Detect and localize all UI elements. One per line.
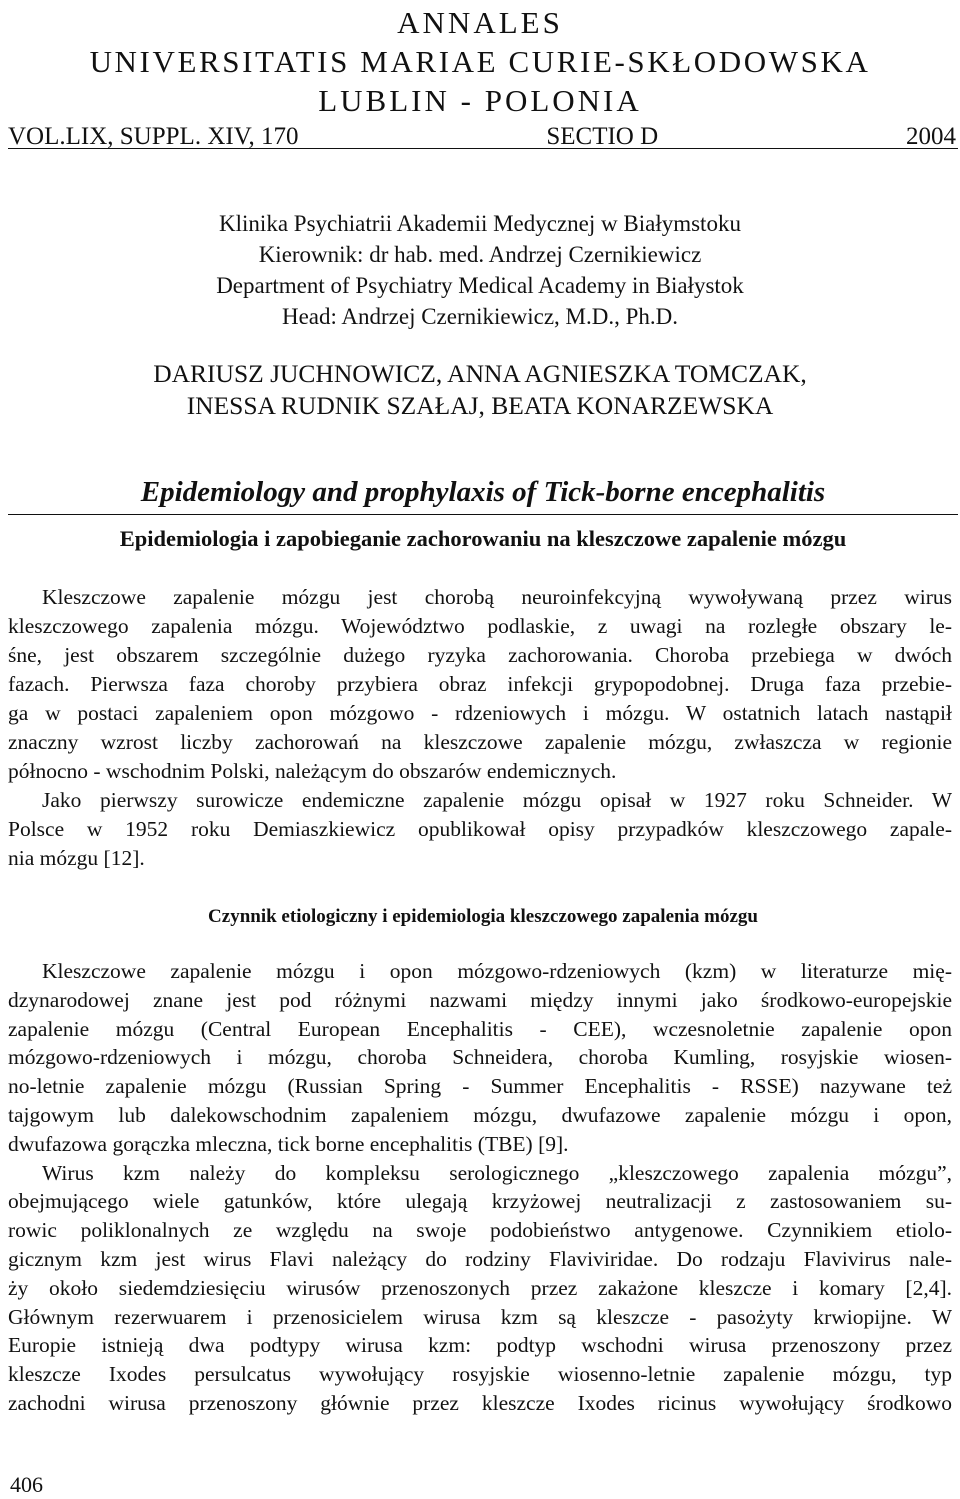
- institution-line: Head: Andrzej Czernikiewicz, M.D., Ph.D.: [281, 304, 678, 329]
- page-number: 406: [10, 1472, 43, 1497]
- abstract-line: ga w postaci zapaleniem opon mózgowo - rdzeniowych i mózgu. W ostatnich latach nastąpił: [8, 701, 952, 725]
- institution-block: [0, 208, 960, 332]
- body-line: rowic poliklonalnych ze względu na swoje podobieństwo antygenowe. Czynnikiem etiolo-: [8, 1218, 952, 1243]
- authors-block: [0, 358, 960, 422]
- abstract-line: śne, jest obszarem szczególnie dużego ryzyka zachorowania. Choroba przebiega w dwóch: [8, 643, 952, 667]
- journal-name: ANNALES: [397, 5, 563, 40]
- journal-location: LUBLIN - POLONIA: [318, 83, 642, 118]
- body-line: dwufazowa gorączka mleczna, tick borne encephalitis (TBE) [9].: [8, 1131, 569, 1156]
- body-line: no-letnie zapalenie mózgu (Russian Spring - Summer Encephalitis - RSSE) nazywane też: [8, 1074, 952, 1099]
- body-line: mózgowo-rdzeniowych i mózgu, choroba Schneidera, choroba Kumling, rosyjskie wiosen-: [8, 1045, 952, 1070]
- polish-title: Epidemiologia i zapobieganie zachorowaniu na kleszczowe zapalenie mózgu: [119, 526, 847, 551]
- english-title: Epidemiology and prophylaxis of Tick-borne encephalitis: [140, 476, 826, 508]
- abstract-block: [8, 583, 952, 873]
- body-line: gicznym kzm jest wirus Flavi należący do rodziny Flaviviridae. Do rodzaju Flavivirus nale-: [8, 1246, 952, 1271]
- section-body: [8, 957, 952, 1418]
- abstract-line: Polsce w 1952 roku Demiaszkiewicz opublikował opisy przypadków kleszczowego zapale-: [8, 817, 952, 841]
- abstract-line: kleszczowego zapalenia mózgu. Województwo podlaskie, z uwagi na rozległe obszary le-: [8, 614, 952, 638]
- authors-line: INESSA RUDNIK SZAŁAJ, BEATA KONARZEWSKA: [186, 391, 774, 420]
- body-line: Wirus kzm należy do kompleksu serologicznego „kleszczowego zapalenia mózgu”,: [42, 1160, 952, 1185]
- section-label: SECTIO D: [546, 123, 659, 150]
- abstract-line: Jako pierwszy surowicze endemiczne zapalenie mózgu opisał w 1927 roku Schneider. W: [42, 788, 952, 812]
- abstract-line: nia mózgu [12].: [8, 846, 145, 870]
- body-line: kleszcze Ixodes persulcatus wywołujący rosyjskie wiosenno-letnie zapalenie mózgu, typ: [8, 1362, 952, 1387]
- institution-line: Klinika Psychiatrii Akademii Medycznej w Białymstoku: [219, 211, 741, 236]
- section-heading: Czynnik etiologiczny i epidemiologia kleszczowego zapalenia mózgu: [208, 906, 758, 927]
- body-line: ży około siedemdziesięciu wirusów przenoszonych przez zakażone kleszcze i komary [2,4].: [8, 1275, 952, 1300]
- title-rule: [8, 514, 958, 515]
- abstract-line: Kleszczowe zapalenie mózgu jest chorobą neuroinfekcyjną wywoływaną przez wirus: [42, 585, 952, 609]
- body-line: tajgowym lub dalekowschodnim zapaleniem mózgu, dwufazowe zapalenie mózgu i opon,: [8, 1102, 952, 1127]
- body-line: Głównym rezerwuarem i przenosicielem wirusa kzm są kleszcze - pasożyty krwiopijne. W: [8, 1304, 952, 1329]
- body-line: Europie istnieją dwa podtypy wirusa kzm: podtyp wschodni wirusa przenoszony przez: [8, 1333, 952, 1358]
- volume-info: VOL.LIX, SUPPL. XIV, 170: [8, 123, 299, 150]
- body-line: Kleszczowe zapalenie mózgu i opon mózgowo-rdzeniowych (kzm) w literaturze mię-: [42, 959, 952, 983]
- publication-year: 2004: [906, 123, 956, 150]
- institution-line: Kierownik: dr hab. med. Andrzej Czernikiewicz: [258, 242, 702, 267]
- authors-line: DARIUSZ JUCHNOWICZ, ANNA AGNIESZKA TOMCZAK,: [153, 359, 807, 388]
- header-rule: [8, 148, 958, 149]
- body-line: zapalenie mózgu (Central European Encephalitis - CEE), wczesnoletnie zapalenie opon: [8, 1016, 952, 1041]
- institution-line: Department of Psychiatry Medical Academy in Białystok: [216, 273, 744, 298]
- body-line: dzynarodowej znane jest pod różnymi nazwami między innymi jako środkowo-europejskie: [8, 987, 952, 1012]
- abstract-line: północno - wschodnim Polski, należącym do obszarów endemicznych.: [8, 759, 617, 783]
- body-line: obejmującego wiele gatunków, które ulegają krzyżowej neutralizacji z zastosowaniem su-: [8, 1189, 952, 1214]
- journal-university: UNIVERSITATIS MARIAE CURIE-SKŁODOWSKA: [89, 44, 871, 79]
- abstract-line: znaczny wzrost liczby zachorowań na kleszczowe zapalenie mózgu, zwłaszcza w regionie: [8, 730, 952, 754]
- abstract-line: fazach. Pierwsza faza choroby przybiera obraz infekcji grypopodobnej. Druga faza przebie-: [8, 672, 952, 696]
- body-line: zachodni wirusa przenoszony głównie przez kleszcze Ixodes ricinus wywołujący środkowo: [8, 1390, 952, 1415]
